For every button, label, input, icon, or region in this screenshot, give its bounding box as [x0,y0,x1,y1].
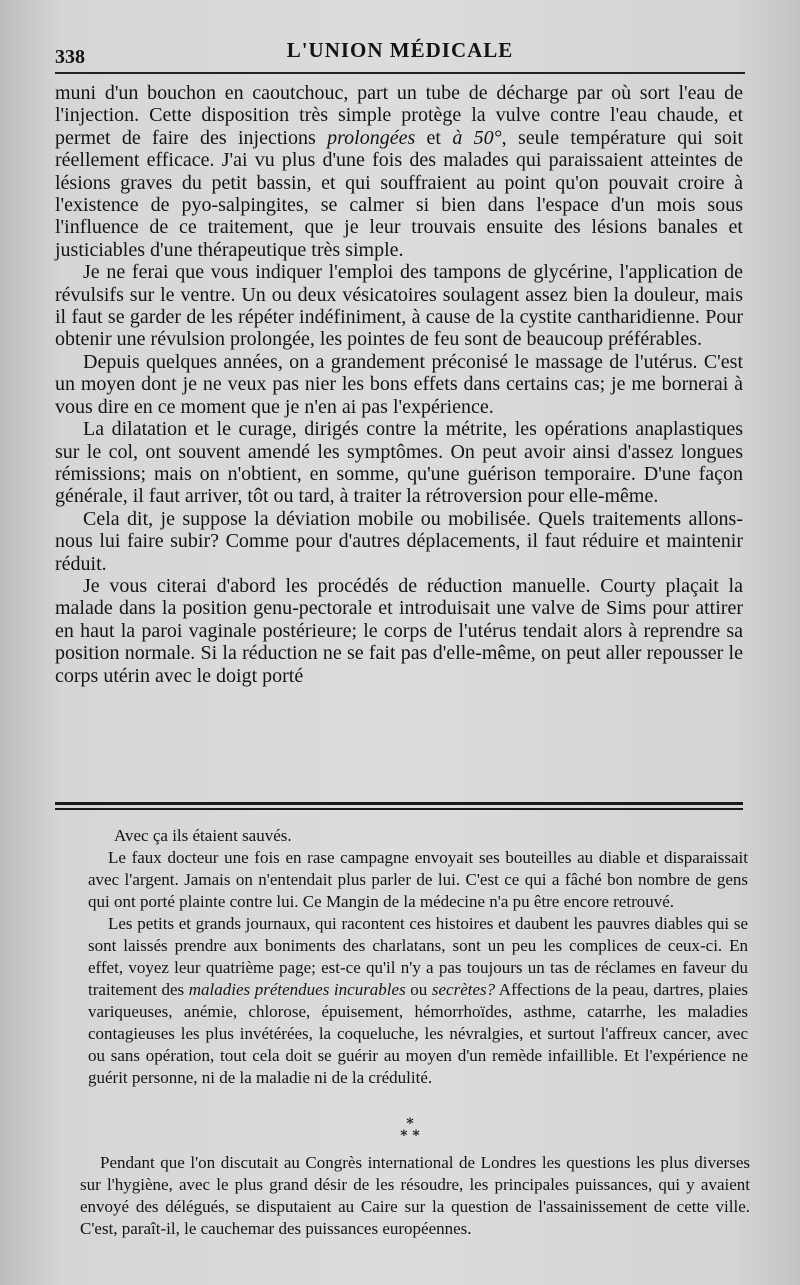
paragraph: Pendant que l'on discutait au Congrès international de Londres les questions les plus diverses sur l'hygiène, avec le plus grand désir de les résoudre, les principales puissances, qui y avaient envoyé des délégués, se disputaient au Caire sur la question de l'assainissement de cette ville. C'est, paraît-il, le cauchemar des puissances européennes. [80,1153,750,1238]
asterism-separator: * * * [400,1116,420,1144]
paragraph: Je ne ferai que vous indiquer l'emploi des tampons de glycérine, l'application de révulsifs sur le ventre. Un ou deux vésicatoires soulagent assez bien la douleur, mais il faut se garder de les répéter indéfiniment, à cause de la cystite cantharidienne. Pour obtenir une révulsion prolongée, les pointes de feu sont de beaucoup préférables. [55,261,743,351]
paragraph: Je vous citerai d'abord les procédés de réduction manuelle. Courty plaçait la malade dans la position genu-pectorale et introduisait une valve de Sims pour attirer en haut la paroi vaginale postérieure; le corps de l'utérus tendait alors à reprendre sa position normale. Si la réduction ne se fait pas d'elle-même, on peut aller repousser le corps utérin avec le doigt porté [55,574,743,687]
main-article-text [55,82,743,687]
feuilleton-text-2 [80,1152,750,1240]
page-header [55,38,745,68]
paragraph: Cela dit, je suppose la déviation mobile ou mobilisée. Quels traitements allons-nous lui faire subir? Comme pour d'autres déplacements, il faut réduire et maintenir réduit. [55,507,743,575]
paragraph: Avec ça ils étaient sauvés. [114,826,292,845]
paragraph: Les petits et grands journaux, qui racontent ces histoires et daubent les pauvres diables qui se sont laissés prendre aux boniments des charlatans, sont un peu les complices de ceux-ci. En effet, voyez leur quatrième page; est-ce qu'il n'y a pas toujours un tas de réclames en faveur du traitement des maladies prétendues incurables ou secrètes? Affections de la peau, dartres, plaies variqueuses, anémie, chlorose, épuisement, hémorrhoïdes, asthme, catarrhe, les maladies contagieuses les plus invétérées, la coqueluche, les névralgies, et surtout l'affreux cancer, avec ou sans opération, tout cela doit se guérir au moyen d'un remède infaillible. Et l'expérience ne guérit personne, ni de la maladie ni de la crédulité. [88,914,749,1087]
paragraph: Depuis quelques années, on a grandement préconisé le massage de l'utérus. C'est un moyen dont je ne veux pas nier les bons effets dans certains cas; je me bornerai à vous dire en ce moment que je n'en ai pas l'expérience. [55,350,743,418]
paragraph: La dilatation et le curage, dirigés contre la métrite, les opérations anaplastiques sur le col, ont souvent amendé les symptômes. On peut avoir ainsi d'assez longues rémissions; mais on n'obtient, en somme, qu'une guérison temporaire. D'une façon générale, il faut arriver, tôt ou tard, à traiter la rétroversion pour elle-même. [55,418,743,508]
paragraph: Le faux docteur une fois en rase campagne envoyait ses bouteilles au diable et disparaissait avec l'argent. Jamais on n'entendait plus parler de lui. C'est ce qui a fâché bon nombre de gens qui ont porté plainte contre lui. Ce Mangin de la médecine n'a pu être encore retrouvé. [88,848,748,911]
feuilleton-divider [55,802,743,810]
page-number: 338 [55,46,85,68]
header-rule [55,72,745,74]
feuilleton-text [88,825,748,1089]
journal-title: L'UNION MÉDICALE [286,38,514,62]
paragraph: muni d'un bouchon en caoutchouc, part un tube de décharge par où sort l'eau de l'injection. Cette disposition très simple protège la vulve contre l'eau chaude, et permet de faire des injections prolongées et à 50°, seule température qui soit réellement efficace. J'ai vu plus d'une fois des malades qui paraissaient atteintes de lésions graves du petit bassin, et qui souffraient au point qu'on pouvait croire à l'existence de pyo-salpingites, se calmer si bien dans l'espace d'un mois sous l'influence de ce traitement, que je leur trouvais ensuite des lésions banales et justiciables d'une thérapeutique très simple. [55,82,744,261]
